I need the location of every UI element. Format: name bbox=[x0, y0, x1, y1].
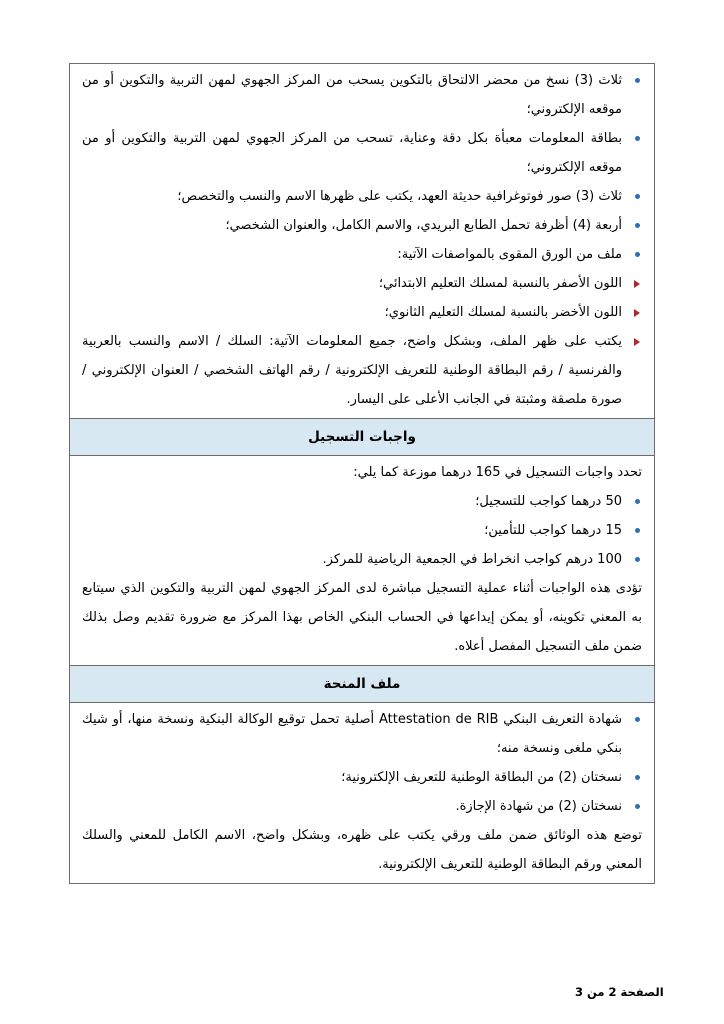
registration-heading: واجبات التسجيل bbox=[70, 419, 654, 456]
documents-cell bbox=[70, 64, 654, 419]
sub-list-item: اللون الأصفر بالنسبة لمسلك التعليم الابتدائي؛ bbox=[82, 269, 642, 298]
list-item: شهادة التعريف البنكي Attestation de RIB أصلية تحمل توقيع الوكالة البنكية ونسخة منها، أو شيك بنكي ملغى ونسخة منه؛ bbox=[82, 705, 642, 763]
registration-intro: تحدد واجبات التسجيل في 165 درهما موزعة كما يلي: bbox=[353, 465, 642, 480]
registration-note: تؤدى هذه الواجبات أثناء عملية التسجيل مباشرة لدى المركز الجهوي لمهن التربية والتكوين الذي سيتابع به المعني تكوينه، أو يمكن إيداعها في الحساب البنكي الخاص بهذا المركز مع ضرورة تقديم وصل بذلك ضمن ملف التسجيل المفصل أعلاه. bbox=[82, 581, 642, 654]
sub-list-item: اللون الأخضر بالنسبة لمسلك التعليم الثانوي؛ bbox=[82, 298, 642, 327]
list-item: ثلاث (3) صور فوتوغرافية حديثة العهد، يكتب على ظهرها الاسم والنسب والتخصص؛ bbox=[82, 182, 642, 211]
list-item: 50 درهما كواجب للتسجيل؛ bbox=[82, 487, 642, 516]
list-item: ملف من الورق المقوى بالمواصفات الآتية: bbox=[82, 240, 642, 269]
sub-list-item: يكتب على ظهر الملف، وبشكل واضح، جميع المعلومات الآتية: السلك / الاسم والنسب بالعربية والفرنسية / رقم البطاقة الوطنية للتعريف الإلكترونية / رقم الهاتف الشخصي / العنوان الإلكتروني / صورة ملصقة ومثبتة في الجانب الأعلى على اليسار. bbox=[82, 327, 642, 414]
folder-specs-list bbox=[82, 269, 642, 414]
list-item: 100 درهم كواجب انخراط في الجمعية الرياضية للمركز. bbox=[82, 545, 642, 574]
list-item: نسختان (2) من البطاقة الوطنية للتعريف الإلكترونية؛ bbox=[82, 763, 642, 792]
scholarship-heading: ملف المنحة bbox=[70, 666, 654, 703]
scholarship-note: توضع هذه الوثائق ضمن ملف ورقي يكتب على ظهره، وبشكل واضح، الاسم الكامل للمعني والسلك المعني ورقم البطاقة الوطنية للتعريف الإلكترونية. bbox=[82, 828, 642, 872]
list-item: 15 درهما كواجب للتأمين؛ bbox=[82, 516, 642, 545]
registration-fees-list bbox=[82, 487, 642, 574]
list-item: ثلاث (3) نسخ من محضر الالتحاق بالتكوين يسحب من المركز الجهوي لمهن التربية والتكوين أو من موقعه الإلكتروني؛ bbox=[82, 66, 642, 124]
documents-list bbox=[82, 66, 642, 269]
list-item: بطاقة المعلومات معبأة بكل دقة وعناية، تسحب من المركز الجهوي لمهن التربية والتكوين أو من موقعه الإلكتروني؛ bbox=[82, 124, 642, 182]
requirements-table bbox=[69, 63, 655, 884]
scholarship-list bbox=[82, 705, 642, 821]
scholarship-cell bbox=[70, 703, 654, 883]
list-item: أربعة (4) أظرفة تحمل الطابع البريدي، والاسم الكامل، والعنوان الشخصي؛ bbox=[82, 211, 642, 240]
page-number: الصفحة 2 من 3 bbox=[575, 985, 664, 999]
list-item: نسختان (2) من شهادة الإجازة. bbox=[82, 792, 642, 821]
registration-cell bbox=[70, 456, 654, 666]
